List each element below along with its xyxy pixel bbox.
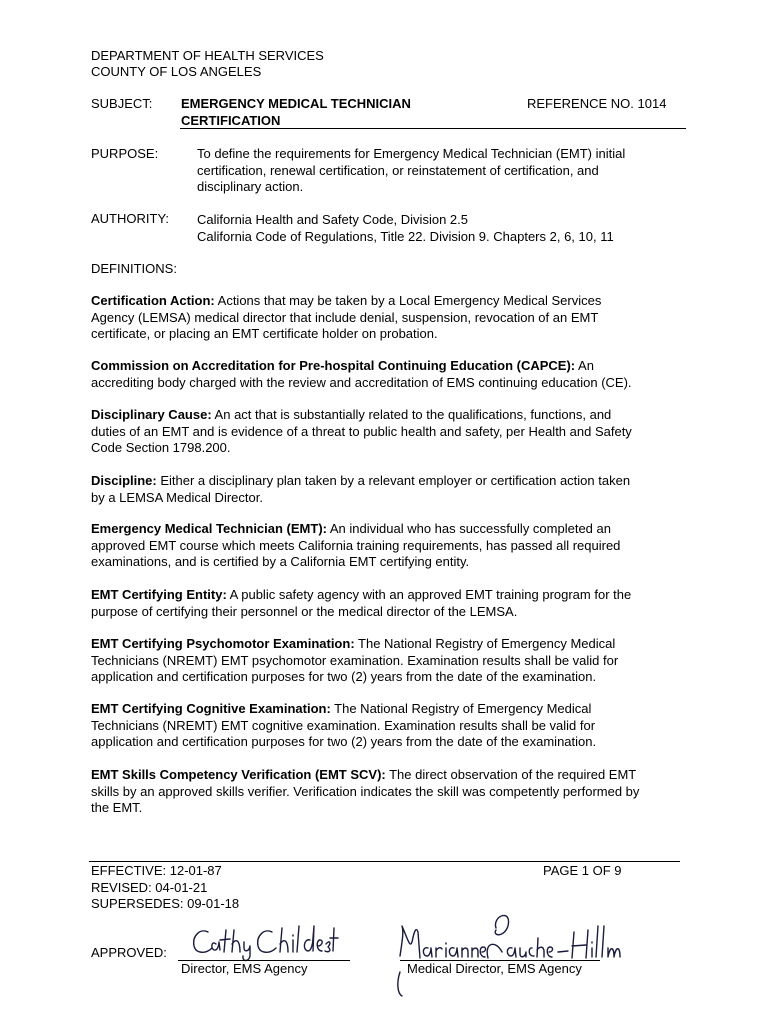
- definition-text: purpose of certifying their personnel or the medical director of the LEMSA.: [91, 603, 518, 619]
- definition-term: Discipline:: [91, 473, 157, 488]
- definition-discipline: [91, 473, 691, 506]
- definition-text: Technicians (NREMT) EMT psychomotor examination. Examination results shall be valid for: [91, 652, 619, 668]
- purpose-line: certification, renewal certification, or reinstatement of certification, and: [197, 162, 599, 178]
- director-signature: [186, 918, 346, 962]
- definition-term: EMT Certifying Cognitive Examination:: [91, 701, 331, 716]
- definition-capce: [91, 358, 691, 391]
- effective-date: EFFECTIVE: 12-01-87: [91, 863, 222, 878]
- purpose-label: PURPOSE:: [91, 146, 159, 161]
- medical-director-title: Medical Director, EMS Agency: [407, 961, 582, 976]
- purpose-text: [197, 146, 625, 196]
- authority-text: [197, 211, 614, 245]
- definition-text: An act that is substantially related to the qualifications, functions, and: [211, 407, 612, 422]
- definition-text: The direct observation of the required EMT: [385, 767, 637, 782]
- definition-text: Code Section 1798.200.: [91, 440, 231, 455]
- revised-date: REVISED: 04-01-21: [91, 880, 208, 895]
- definition-text: approved EMT course which meets California training requirements, has passed all required: [91, 537, 621, 553]
- definition-certification-action: [91, 293, 691, 343]
- definition-text: Agency (LEMSA) medical director that include denial, suspension, revocation of an EMT: [91, 309, 599, 325]
- definition-disciplinary-cause: [91, 407, 691, 457]
- definition-text: Actions that may be taken by a Local Emergency Medical Services: [214, 293, 602, 308]
- definition-text: certificate, or placing an EMT certificate holder on probation.: [91, 326, 438, 341]
- definitions-heading: DEFINITIONS:: [91, 261, 177, 276]
- definition-text: application and certification purposes for two (2) years from the date of the examination.: [91, 734, 597, 749]
- definition-term: EMT Certifying Entity:: [91, 587, 227, 602]
- page-number: PAGE 1 OF 9: [543, 863, 622, 878]
- definition-text: The National Registry of Emergency Medical: [354, 636, 616, 651]
- definition-term: Disciplinary Cause:: [91, 407, 212, 422]
- definition-text: by a LEMSA Medical Director.: [91, 489, 263, 505]
- medical-director-signature: [392, 902, 630, 998]
- reference-number: REFERENCE NO. 1014: [527, 96, 667, 111]
- footer-divider: [89, 861, 680, 862]
- subject-label: SUBJECT:: [91, 96, 153, 111]
- authority-line: California Code of Regulations, Title 22. Division 9. Chapters 2, 6, 10, 11: [197, 229, 614, 244]
- definition-emt-scv: [91, 767, 691, 817]
- definition-text: An individual who has successfully completed an: [326, 521, 611, 536]
- director-title: Director, EMS Agency: [181, 961, 308, 976]
- definition-text: examinations, and is certified by a California EMT certifying entity.: [91, 554, 470, 569]
- definition-emt: [91, 521, 691, 571]
- county-name: COUNTY OF LOS ANGELES: [91, 64, 262, 79]
- authority-label: AUTHORITY:: [91, 211, 170, 226]
- authority-line: California Health and Safety Code, Division 2.5: [197, 212, 468, 227]
- definition-text: The National Registry of Emergency Medical: [330, 701, 592, 716]
- supersedes-date: SUPERSEDES: 09-01-18: [91, 896, 240, 911]
- subject-divider: [180, 128, 686, 129]
- definition-text: An: [575, 358, 594, 373]
- definition-text: skills by an approved skills verifier. Verification indicates the skill was competently performed by: [91, 783, 640, 799]
- subject-title-line1: EMERGENCY MEDICAL TECHNICIAN: [181, 96, 411, 111]
- definition-term: EMT Certifying Psychomotor Examination:: [91, 636, 355, 651]
- definition-term: Certification Action:: [91, 293, 215, 308]
- approved-label: APPROVED:: [91, 945, 167, 960]
- definition-term: Emergency Medical Technician (EMT):: [91, 521, 327, 536]
- definition-psychomotor-exam: [91, 636, 691, 686]
- definition-text: A public safety agency with an approved EMT training program for the: [226, 587, 632, 602]
- definition-text: Either a disciplinary plan taken by a relevant employer or certification action taken: [156, 473, 631, 488]
- subject-title-line2: CERTIFICATION: [181, 113, 281, 128]
- definition-emt-certifying-entity: [91, 587, 691, 620]
- definition-term: Commission on Accreditation for Pre-hospital Continuing Education (CAPCE):: [91, 358, 576, 373]
- purpose-line: To define the requirements for Emergency Medical Technician (EMT) initial: [197, 146, 626, 161]
- definition-text: application and certification purposes for two (2) years from the date of the examination.: [91, 669, 597, 684]
- definition-cognitive-exam: [91, 701, 691, 751]
- definition-text: duties of an EMT and is evidence of a threat to public health and safety, per Health and Safety: [91, 423, 632, 439]
- definition-text: the EMT.: [91, 800, 143, 815]
- department-name: DEPARTMENT OF HEALTH SERVICES: [91, 48, 324, 63]
- purpose-line: disciplinary action.: [197, 179, 304, 194]
- definition-text: accrediting body charged with the review and accreditation of EMS continuing education (CE).: [91, 374, 632, 390]
- definition-term: EMT Skills Competency Verification (EMT SCV):: [91, 767, 386, 782]
- definition-text: Technicians (NREMT) EMT cognitive examination. Examination results shall be valid for: [91, 717, 596, 733]
